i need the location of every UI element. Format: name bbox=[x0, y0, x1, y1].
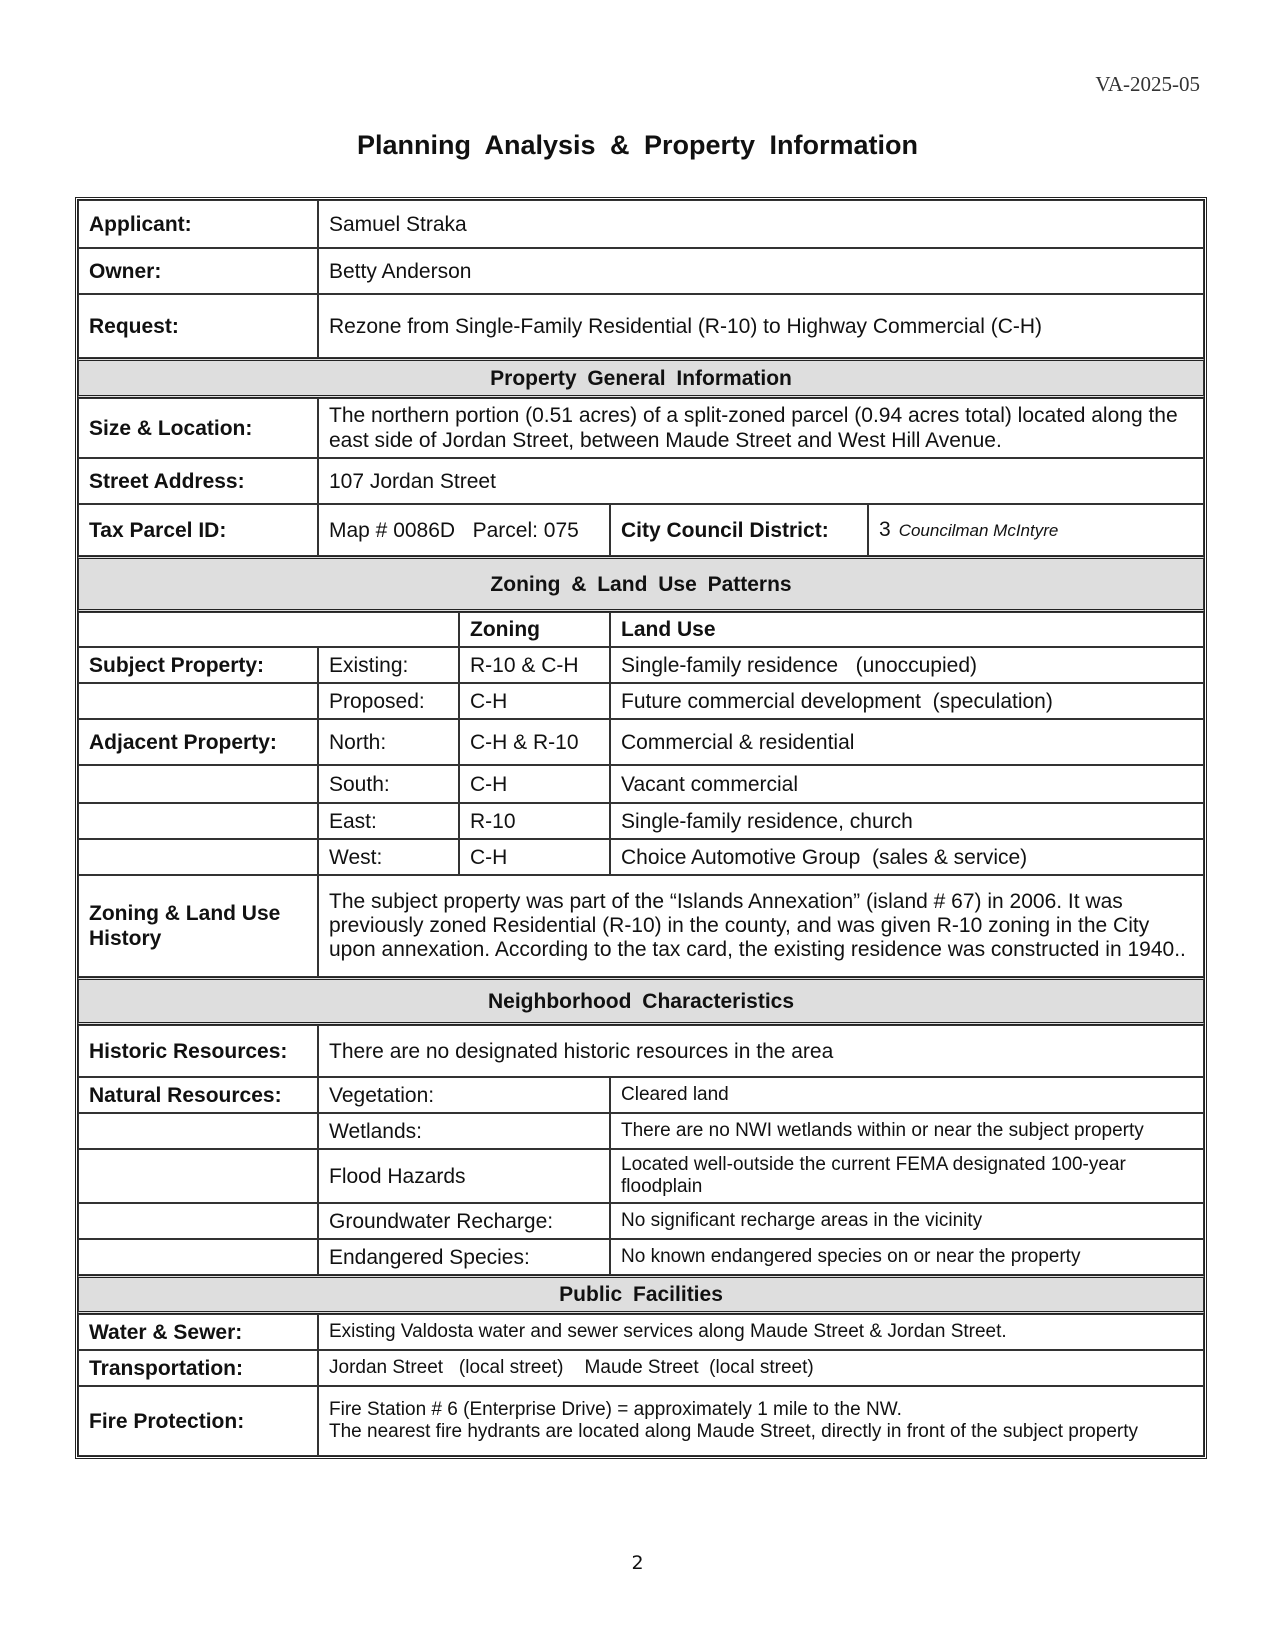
section-heading-zoning: Zoning & Land Use Patterns bbox=[78, 556, 1204, 612]
historic-resources-label: Historic Resources: bbox=[78, 1025, 318, 1077]
street-address-label: Street Address: bbox=[78, 458, 318, 504]
subject-existing-row bbox=[78, 647, 1204, 683]
blank-cell bbox=[78, 1239, 318, 1275]
adjacent-direction: East: bbox=[318, 803, 459, 839]
owner-label: Owner: bbox=[78, 248, 318, 294]
blank-cell bbox=[78, 839, 318, 875]
council-district-value bbox=[868, 504, 1204, 556]
natural-resource-value: Located well-outside the current FEMA designated 100-year floodplain bbox=[610, 1149, 1204, 1203]
adjacent-property-label: Adjacent Property: bbox=[78, 719, 318, 765]
fire-protection-row bbox=[78, 1386, 1204, 1456]
natural-resource-row bbox=[78, 1077, 1204, 1113]
blank-cell bbox=[78, 1149, 318, 1203]
document-code: VA-2025-05 bbox=[1095, 72, 1200, 96]
size-location-row bbox=[78, 398, 1204, 458]
adjacent-land-use: Single-family residence, church bbox=[610, 803, 1204, 839]
subject-zoning: C-H bbox=[459, 683, 610, 719]
request-label: Request: bbox=[78, 294, 318, 358]
subject-property-label: Subject Property: bbox=[78, 647, 318, 683]
subject-proposed-row bbox=[78, 683, 1204, 719]
tax-parcel-value: Map # 0086D Parcel: 075 bbox=[318, 504, 610, 556]
subject-direction: Existing: bbox=[318, 647, 459, 683]
zoning-history-value: The subject property was part of the “Islands Annexation” (island # 67) in 2006. It was previously zoned Residential (R-10) in the county, and was given R-10 zoning in the City upon annexation. According to the tax card, the existing residence was constructed in 1940.. bbox=[318, 875, 1204, 977]
adjacent-south-row bbox=[78, 765, 1204, 803]
subject-land-use: Single-family residence (unoccupied) bbox=[610, 647, 1204, 683]
water-sewer-row bbox=[78, 1314, 1204, 1350]
adjacent-west-row bbox=[78, 839, 1204, 875]
council-district-label: City Council District: bbox=[610, 504, 868, 556]
natural-resources-label: Natural Resources: bbox=[78, 1077, 318, 1113]
section-heading-general: Property General Information bbox=[78, 358, 1204, 398]
tax-parcel-row bbox=[78, 504, 1204, 556]
street-address-value: 107 Jordan Street bbox=[318, 458, 1204, 504]
transportation-row bbox=[78, 1350, 1204, 1386]
size-location-value: The northern portion (0.51 acres) of a split-zoned parcel (0.94 acres total) located along the east side of Jordan Street, between Maude Street and West Hill Avenue. bbox=[318, 398, 1204, 458]
natural-resource-name: Flood Hazards bbox=[318, 1149, 610, 1203]
historic-resources-value: There are no designated historic resources in the area bbox=[318, 1025, 1204, 1077]
size-location-label: Size & Location: bbox=[78, 398, 318, 458]
subject-direction: Proposed: bbox=[318, 683, 459, 719]
historic-resources-row bbox=[78, 1025, 1204, 1077]
page-title: Planning Analysis & Property Information bbox=[356, 130, 919, 160]
water-sewer-value: Existing Valdosta water and sewer services along Maude Street & Jordan Street. bbox=[318, 1314, 1204, 1350]
section-heading-neighborhood: Neighborhood Characteristics bbox=[78, 977, 1204, 1025]
adjacent-land-use: Commercial & residential bbox=[610, 719, 1204, 765]
subject-zoning: R-10 & C-H bbox=[459, 647, 610, 683]
natural-resource-value: No known endangered species on or near the property bbox=[610, 1239, 1204, 1275]
adjacent-zoning: C-H & R-10 bbox=[459, 719, 610, 765]
transportation-value: Jordan Street (local street) Maude Street (local street) bbox=[318, 1350, 1204, 1386]
adjacent-zoning: C-H bbox=[459, 839, 610, 875]
blank-cell bbox=[78, 1113, 318, 1149]
fire-station-line: Fire Station # 6 (Enterprise Drive) = approximately 1 mile to the NW. bbox=[329, 1399, 902, 1420]
street-address-row bbox=[78, 458, 1204, 504]
natural-resource-value: There are no NWI wetlands within or near the subject property bbox=[610, 1113, 1204, 1149]
adjacent-zoning: R-10 bbox=[459, 803, 610, 839]
blank-cell bbox=[78, 612, 459, 647]
blank-cell bbox=[78, 683, 318, 719]
water-sewer-label: Water & Sewer: bbox=[78, 1314, 318, 1350]
zoning-history-row bbox=[78, 875, 1204, 977]
fire-hydrant-line: The nearest fire hydrants are located along Maude Street, directly in front of the subject property bbox=[329, 1421, 1138, 1442]
natural-resource-name: Wetlands: bbox=[318, 1113, 610, 1149]
natural-resource-value: Cleared land bbox=[610, 1077, 1204, 1113]
natural-resource-name: Groundwater Recharge: bbox=[318, 1203, 610, 1239]
blank-cell bbox=[78, 1203, 318, 1239]
natural-resource-row bbox=[78, 1113, 1204, 1149]
fire-protection-label: Fire Protection: bbox=[78, 1386, 318, 1456]
zoning-column-header: Zoning bbox=[459, 612, 610, 647]
page-number: 2 bbox=[631, 1552, 644, 1574]
natural-resource-row bbox=[78, 1149, 1204, 1203]
land-use-column-header: Land Use bbox=[610, 612, 1204, 647]
adjacent-land-use: Vacant commercial bbox=[610, 765, 1204, 803]
adjacent-direction: South: bbox=[318, 765, 459, 803]
natural-resource-value: No significant recharge areas in the vicinity bbox=[610, 1203, 1204, 1239]
council-member-name: Councilman McIntyre bbox=[898, 521, 1059, 540]
applicant-label: Applicant: bbox=[78, 200, 318, 248]
subject-land-use: Future commercial development (speculation) bbox=[610, 683, 1204, 719]
property-info-table bbox=[75, 197, 1201, 1459]
adjacent-direction: North: bbox=[318, 719, 459, 765]
owner-value: Betty Anderson bbox=[318, 248, 1204, 294]
request-row bbox=[78, 294, 1204, 358]
blank-cell bbox=[78, 765, 318, 803]
natural-resource-row bbox=[78, 1239, 1204, 1275]
natural-resource-row bbox=[78, 1203, 1204, 1239]
zoning-history-label: Zoning & Land Use History bbox=[78, 875, 318, 977]
zoning-column-header-row bbox=[78, 612, 1204, 647]
applicant-row bbox=[78, 200, 1204, 248]
adjacent-north-row bbox=[78, 719, 1204, 765]
adjacent-east-row bbox=[78, 803, 1204, 839]
applicant-value: Samuel Straka bbox=[318, 200, 1204, 248]
request-value: Rezone from Single-Family Residential (R-10) to Highway Commercial (C-H) bbox=[318, 294, 1204, 358]
adjacent-direction: West: bbox=[318, 839, 459, 875]
blank-cell bbox=[78, 803, 318, 839]
owner-row bbox=[78, 248, 1204, 294]
fire-protection-value bbox=[318, 1386, 1204, 1456]
tax-parcel-label: Tax Parcel ID: bbox=[78, 504, 318, 556]
adjacent-zoning: C-H bbox=[459, 765, 610, 803]
council-district-number: 3 bbox=[879, 518, 891, 541]
adjacent-land-use: Choice Automotive Group (sales & service) bbox=[610, 839, 1204, 875]
section-heading-facilities: Public Facilities bbox=[78, 1275, 1204, 1314]
transportation-label: Transportation: bbox=[78, 1350, 318, 1386]
natural-resource-name: Endangered Species: bbox=[318, 1239, 610, 1275]
natural-resource-name: Vegetation: bbox=[318, 1077, 610, 1113]
